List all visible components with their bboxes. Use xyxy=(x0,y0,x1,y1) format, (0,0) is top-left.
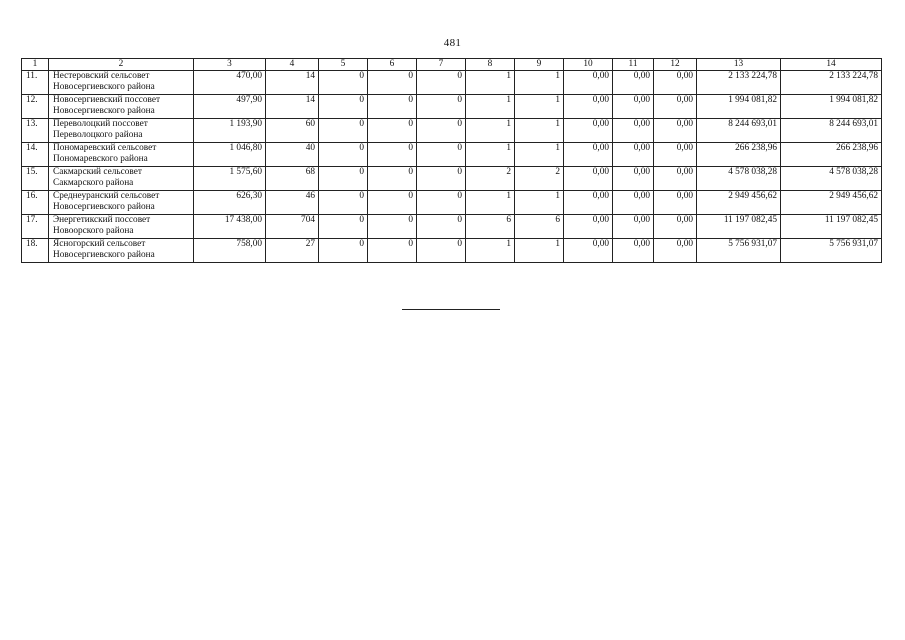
value-cell-col-8: 6 xyxy=(466,215,515,239)
district-name: Новоорского района xyxy=(53,226,134,236)
settlement-name: Новосергиевский поссовет xyxy=(53,95,161,105)
table-row xyxy=(22,215,882,239)
value-cell-col-8: 2 xyxy=(466,167,515,191)
value-cell-col-6: 0 xyxy=(368,215,417,239)
value-cell-col-8: 1 xyxy=(466,71,515,95)
row-number-cell: 13. xyxy=(22,119,49,143)
settlement-name-cell xyxy=(49,95,194,119)
value-cell-col-9: 1 xyxy=(515,71,564,95)
value-cell-col-11: 0,00 xyxy=(613,167,654,191)
value-cell-col-4: 14 xyxy=(266,95,319,119)
settlement-name: Сакмарский сельсовет xyxy=(53,167,142,177)
district-name: Сакмарского района xyxy=(53,178,134,188)
settlement-name: Ясногорский сельсовет xyxy=(53,239,146,249)
row-number-cell: 15. xyxy=(22,167,49,191)
value-cell-col-11: 0,00 xyxy=(613,119,654,143)
value-cell-col-12: 0,00 xyxy=(654,239,697,263)
value-cell-col-3: 470,00 xyxy=(194,71,266,95)
settlement-name-cell xyxy=(49,119,194,143)
value-cell-col-7: 0 xyxy=(417,143,466,167)
column-header: 3 xyxy=(194,59,266,71)
value-cell-col-12: 0,00 xyxy=(654,191,697,215)
value-cell-col-8: 1 xyxy=(466,191,515,215)
value-cell-col-4: 60 xyxy=(266,119,319,143)
value-cell-col-9: 1 xyxy=(515,95,564,119)
value-cell-col-4: 14 xyxy=(266,71,319,95)
column-header: 6 xyxy=(368,59,417,71)
value-cell-col-6: 0 xyxy=(368,71,417,95)
value-cell-col-9: 1 xyxy=(515,143,564,167)
column-header: 10 xyxy=(564,59,613,71)
value-cell-col-14: 8 244 693,01 xyxy=(781,119,882,143)
settlement-name: Нестеровский сельсовет xyxy=(53,71,150,81)
column-header: 1 xyxy=(22,59,49,71)
value-cell-col-14: 5 756 931,07 xyxy=(781,239,882,263)
value-cell-col-13: 4 578 038,28 xyxy=(697,167,781,191)
value-cell-col-14: 1 994 081,82 xyxy=(781,95,882,119)
value-cell-col-12: 0,00 xyxy=(654,167,697,191)
value-cell-col-13: 266 238,96 xyxy=(697,143,781,167)
row-number-cell: 16. xyxy=(22,191,49,215)
page-number: 481 xyxy=(443,37,462,49)
value-cell-col-10: 0,00 xyxy=(564,119,613,143)
settlement-name-cell xyxy=(49,215,194,239)
value-cell-col-14: 266 238,96 xyxy=(781,143,882,167)
value-cell-col-12: 0,00 xyxy=(654,143,697,167)
value-cell-col-4: 704 xyxy=(266,215,319,239)
settlement-name-cell xyxy=(49,167,194,191)
value-cell-col-3: 1 193,90 xyxy=(194,119,266,143)
value-cell-col-8: 1 xyxy=(466,143,515,167)
value-cell-col-12: 0,00 xyxy=(654,119,697,143)
value-cell-col-4: 40 xyxy=(266,143,319,167)
value-cell-col-10: 0,00 xyxy=(564,95,613,119)
district-name: Переволоцкого района xyxy=(53,130,143,140)
district-name: Новосергиевского района xyxy=(53,106,155,116)
value-cell-col-9: 1 xyxy=(515,239,564,263)
table-row xyxy=(22,167,882,191)
table-row xyxy=(22,95,882,119)
settlement-name-cell xyxy=(49,71,194,95)
value-cell-col-10: 0,00 xyxy=(564,71,613,95)
value-cell-col-3: 497,90 xyxy=(194,95,266,119)
value-cell-col-5: 0 xyxy=(319,215,368,239)
value-cell-col-11: 0,00 xyxy=(613,191,654,215)
value-cell-col-11: 0,00 xyxy=(613,71,654,95)
column-header: 9 xyxy=(515,59,564,71)
value-cell-col-7: 0 xyxy=(417,191,466,215)
value-cell-col-12: 0,00 xyxy=(654,95,697,119)
column-header: 7 xyxy=(417,59,466,71)
value-cell-col-3: 17 438,00 xyxy=(194,215,266,239)
value-cell-col-3: 758,00 xyxy=(194,239,266,263)
column-header: 13 xyxy=(697,59,781,71)
table-row xyxy=(22,71,882,95)
value-cell-col-7: 0 xyxy=(417,215,466,239)
settlement-name: Переволоцкий поссовет xyxy=(53,119,148,129)
value-cell-col-12: 0,00 xyxy=(654,215,697,239)
value-cell-col-6: 0 xyxy=(368,95,417,119)
district-name: Новосергиевского района xyxy=(53,202,155,212)
table-row xyxy=(22,191,882,215)
row-number-cell: 17. xyxy=(22,215,49,239)
value-cell-col-9: 1 xyxy=(515,119,564,143)
value-cell-col-14: 4 578 038,28 xyxy=(781,167,882,191)
column-header: 5 xyxy=(319,59,368,71)
value-cell-col-13: 1 994 081,82 xyxy=(697,95,781,119)
column-header: 14 xyxy=(781,59,882,71)
value-cell-col-7: 0 xyxy=(417,95,466,119)
value-cell-col-13: 5 756 931,07 xyxy=(697,239,781,263)
value-cell-col-6: 0 xyxy=(368,239,417,263)
settlement-name-cell xyxy=(49,143,194,167)
value-cell-col-7: 0 xyxy=(417,239,466,263)
row-number-cell: 11. xyxy=(22,71,49,95)
table-header-row xyxy=(22,59,882,71)
value-cell-col-14: 11 197 082,45 xyxy=(781,215,882,239)
value-cell-col-9: 6 xyxy=(515,215,564,239)
column-header: 8 xyxy=(466,59,515,71)
value-cell-col-7: 0 xyxy=(417,119,466,143)
settlement-name: Среднеуранский сельсовет xyxy=(53,191,160,201)
value-cell-col-10: 0,00 xyxy=(564,167,613,191)
value-cell-col-8: 1 xyxy=(466,119,515,143)
value-cell-col-11: 0,00 xyxy=(613,95,654,119)
value-cell-col-3: 1 575,60 xyxy=(194,167,266,191)
value-cell-col-13: 11 197 082,45 xyxy=(697,215,781,239)
settlement-name: Энергетикский поссовет xyxy=(53,215,151,225)
value-cell-col-10: 0,00 xyxy=(564,215,613,239)
district-name: Пономаревского района xyxy=(53,154,148,164)
value-cell-col-11: 0,00 xyxy=(613,215,654,239)
footer-divider xyxy=(402,309,500,310)
value-cell-col-8: 1 xyxy=(466,95,515,119)
district-name: Новосергиевского района xyxy=(53,82,155,92)
value-cell-col-4: 27 xyxy=(266,239,319,263)
value-cell-col-4: 46 xyxy=(266,191,319,215)
settlement-name: Пономаревский сельсовет xyxy=(53,143,157,153)
settlement-name-cell xyxy=(49,239,194,263)
value-cell-col-7: 0 xyxy=(417,71,466,95)
value-cell-col-10: 0,00 xyxy=(564,143,613,167)
row-number-cell: 14. xyxy=(22,143,49,167)
table-row xyxy=(22,239,882,263)
column-header: 11 xyxy=(613,59,654,71)
value-cell-col-12: 0,00 xyxy=(654,71,697,95)
value-cell-col-6: 0 xyxy=(368,143,417,167)
settlement-name-cell xyxy=(49,191,194,215)
value-cell-col-13: 2 133 224,78 xyxy=(697,71,781,95)
value-cell-col-5: 0 xyxy=(319,191,368,215)
district-name: Новосергиевского района xyxy=(53,250,155,260)
value-cell-col-5: 0 xyxy=(319,71,368,95)
value-cell-col-5: 0 xyxy=(319,143,368,167)
data-table xyxy=(21,58,882,263)
row-number-cell: 12. xyxy=(22,95,49,119)
value-cell-col-5: 0 xyxy=(319,95,368,119)
value-cell-col-10: 0,00 xyxy=(564,239,613,263)
value-cell-col-6: 0 xyxy=(368,119,417,143)
table-row xyxy=(22,143,882,167)
value-cell-col-9: 1 xyxy=(515,191,564,215)
column-header: 12 xyxy=(654,59,697,71)
table-body xyxy=(22,71,882,263)
value-cell-col-4: 68 xyxy=(266,167,319,191)
column-header: 2 xyxy=(49,59,194,71)
value-cell-col-7: 0 xyxy=(417,167,466,191)
value-cell-col-9: 2 xyxy=(515,167,564,191)
value-cell-col-11: 0,00 xyxy=(613,143,654,167)
value-cell-col-3: 626,30 xyxy=(194,191,266,215)
value-cell-col-11: 0,00 xyxy=(613,239,654,263)
table-row xyxy=(22,119,882,143)
column-header: 4 xyxy=(266,59,319,71)
value-cell-col-3: 1 046,80 xyxy=(194,143,266,167)
value-cell-col-14: 2 133 224,78 xyxy=(781,71,882,95)
value-cell-col-5: 0 xyxy=(319,239,368,263)
value-cell-col-5: 0 xyxy=(319,119,368,143)
value-cell-col-6: 0 xyxy=(368,167,417,191)
value-cell-col-8: 1 xyxy=(466,239,515,263)
row-number-cell: 18. xyxy=(22,239,49,263)
value-cell-col-5: 0 xyxy=(319,167,368,191)
value-cell-col-13: 8 244 693,01 xyxy=(697,119,781,143)
value-cell-col-10: 0,00 xyxy=(564,191,613,215)
value-cell-col-14: 2 949 456,62 xyxy=(781,191,882,215)
value-cell-col-6: 0 xyxy=(368,191,417,215)
value-cell-col-13: 2 949 456,62 xyxy=(697,191,781,215)
